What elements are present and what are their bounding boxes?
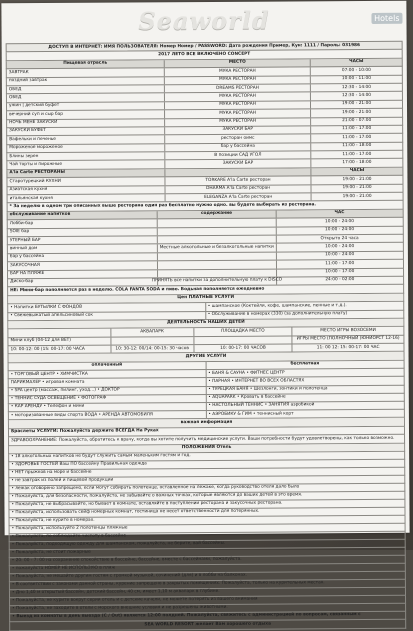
food-row-cell: МУКА РЕСТОРАН xyxy=(165,68,311,76)
drinks-row-cell: SOIE бар xyxy=(8,228,158,236)
rule-item-text: • 20: 00 - 7: 00 на сохранение спокойствие в бассейне, бассейне, вместе с бассейнами, пожалуйста. xyxy=(11,557,242,564)
alacarte-row-cell: ELEGANZA A'la Carte ресторан xyxy=(166,193,312,201)
services-row-cell: • АЭРОБИКУ & ГИМ • теннисный корт xyxy=(208,411,294,417)
kids-row-cell: ИГРЫ МЕСТО (ПОЛНОЧНЫЙ (ЮНИОРСТ 12-16) xyxy=(296,336,400,342)
services-row-cell: • ТЕННИС СУДА ОСВЕЩЕНИЕ • ФОТОГРАФ xyxy=(9,395,207,403)
bracelet-text: Браслеты УСЛУГИ: Пожалуйста держите ВСЕГДА На Руках xyxy=(10,428,159,435)
services-row-cell: • БАНЯ & САУНА • ФИТНЕС ЦЕНТР xyxy=(208,370,285,376)
rule-item-text: • 18 алкогольных напитков не будут служить самым маленьким гостям и год. xyxy=(11,453,191,460)
services-row-cell: • моторизованные виды спорта ВОДА • АРЕНДА АВТОМОБИЛЯ xyxy=(9,411,207,419)
drinks-col-2: содержание xyxy=(158,210,277,218)
food-col-2: МЕСТО xyxy=(165,59,311,67)
watermark: Hotels xyxy=(371,13,402,24)
rule-item-text: • Пожалуйста, не курите вокруг серии отель и с детские качели, не можете потерять из вашего внимания xyxy=(12,596,258,604)
rule-item-text: • пожалуйста НОМЕР НЕ ИСПОЛЬЗУЮ в пляж xyxy=(11,565,116,572)
drinks-row-cell xyxy=(158,227,277,235)
food-row-cell: поздний завтрак xyxy=(7,77,165,85)
rule-item-text: • Пожалуйста, для безопасности, пожалуйста, не забывайте о важных точках, которые являются до ваших детей в это время. xyxy=(11,492,303,500)
food-row-cell: 12:30 - 14:00 xyxy=(341,84,372,90)
drinks-row-cell: Открыто 24 часа xyxy=(320,235,359,241)
food-table xyxy=(6,67,404,170)
food-row-cell: 12:30 - 14:00 xyxy=(341,92,372,99)
food-row-cell: Чай торты и пирожные xyxy=(7,161,165,169)
paid-row-cell: • Свежевыжатый апельсиновый сок xyxy=(8,311,206,320)
food-row-cell: МУКА РЕСТОРАН xyxy=(165,109,311,117)
rule-item-text: • Пожалуйста, по соблюдайте чистоту в бассейне xyxy=(11,533,126,540)
drinks-row-cell: 24:00 - 02:00 xyxy=(325,277,355,283)
drinks-row-cell xyxy=(158,252,277,260)
drinks-row-cell: бар у бассейна xyxy=(8,253,158,261)
paid-row-cell: • Напитки БУТЫЛКИ С ФОНДОВ xyxy=(8,303,206,312)
services-row-cell: ПАРИКМАХЕР • игровая комната xyxy=(9,378,207,386)
footer-text: SEA WORLD RESORT желает Вам хорошего отдыха xyxy=(144,621,271,628)
alacarte-row-cell: DHARMA A'la Carte ресторан xyxy=(165,185,311,193)
seaworld-logo: Seaworld xyxy=(138,5,270,36)
rule-item-text: • лежак оговорено запрещено, если могут собирать полотенце, оставленное на лежаке, когда руководство отеля дало было xyxy=(11,484,300,492)
food-row-cell: ужин | детский буфет xyxy=(7,102,165,110)
alacarte-table xyxy=(6,176,403,204)
services-row-cell: • SPA центр (массаж, пилинг, уход...) • ДОКТОР xyxy=(9,387,207,395)
drinks-row-cell: 10:00 - 24:00 xyxy=(325,227,355,233)
services-col-free: бесплатная xyxy=(290,361,320,367)
services-row-cell: • ТОРГОВЫЙ ЦЕНТР • ХИМЧИСТКА xyxy=(9,370,207,378)
alacarte-note: * За неделю в одном три описанных выше ресторана один раз бесплатно нужно одно. вы будете выбирать из ресторана. xyxy=(9,202,317,210)
drinks-col-1: обслуживание напитков xyxy=(8,211,158,219)
food-row-cell: Вафельки и печенье xyxy=(7,136,165,144)
food-row-cell: DREAMS РЕСТОРАН xyxy=(165,84,311,92)
food-row-cell: НОЧЬ МЕНЕ ЗАКУСКИ xyxy=(7,119,165,127)
alacarte-row-cell: Азиатская кухня xyxy=(8,186,166,194)
food-row-cell: 11:00 - 18:00 xyxy=(342,143,372,149)
info-title: важная информация xyxy=(9,418,404,428)
food-row-cell: 19:00 - 21:00 xyxy=(342,109,372,115)
food-row-cell: 21:00 - 07:00 xyxy=(342,118,372,124)
rule-item-text: • Пожалуйста, не стоит пожарные xyxy=(11,549,91,556)
drinks-row-cell xyxy=(158,219,277,227)
kids-col-1 xyxy=(8,329,111,337)
concept-title: 2017 ЛЕТО ВСЕ ВКЛЮЧЕНО CONCEPT xyxy=(158,51,251,58)
kids-col-4: МЕСТО ИГРЫ ВОЗОСЕМИ xyxy=(320,327,376,334)
services-title: ДРУГИЕ УСЛУГИ xyxy=(9,352,404,362)
food-row-cell: МУКА РЕСТОРАН xyxy=(165,118,311,126)
drinks-row-cell: Диско-бар xyxy=(8,278,158,286)
drinks-row-cell: Лобби-бар xyxy=(8,219,158,227)
food-row-cell: 11:00 - 17:00 xyxy=(342,126,372,132)
drinks-row-cell: ПРИНЯТЬ все напитки за дополнительную плату к DISCO xyxy=(151,278,282,284)
alacarte-col-1: А'la Carte РЕСТОРАНЫ xyxy=(7,169,165,177)
rule-item-text: • Пожалуйста, не мешайте другим гостям с громкой музыкой, сочинений (для) и в лобби на балконах. xyxy=(11,573,247,580)
food-row-cell: 07:00 - 10:00 xyxy=(341,67,371,73)
footer-row xyxy=(9,620,406,631)
internet-text: ДОСТУП В ИНТЕРНЕТ: ИМЯ ПОЛЬЗОВАТЕЛЯ: Номер Номер / PASSWORD: Дата рождения Пример, Кун: 1111 / Пароль: 031986 xyxy=(48,42,361,50)
services-row-cell: • КАР АРЕНДУ • Телефон и мини xyxy=(9,403,207,411)
drinks-row-cell xyxy=(158,261,277,269)
rule-item-text: • Пожалуйста, не заходите в отели с морского внешние условия и не разрешены животными. xyxy=(12,605,228,612)
food-row-cell: МУКА РЕСТОРАН xyxy=(165,76,311,84)
paid-row-cell: • шампанское (Коктейли, кофе, шампанские, пенные и т.д.). xyxy=(207,302,347,309)
rule-item-text: • Пожалуйста, подходящую одежду для шампанском, пожалуйста, не берите, вай бассейны. xyxy=(11,541,226,548)
food-row-cell: В позиции САД УГОЛ xyxy=(165,151,311,159)
kids-row-cell: Мини клуб (04-12 для ВЕТ) xyxy=(8,337,111,345)
alacarte-col-2 xyxy=(165,168,311,176)
drinks-row-cell: БАР НА ПЛЯЖЕ xyxy=(8,270,158,278)
food-row-cell: бар у бассейна xyxy=(165,143,311,151)
drinks-row-cell xyxy=(158,236,277,244)
food-row-cell: МУКА РЕСТОРАН xyxy=(165,93,311,101)
food-row-cell: ОБЕД xyxy=(7,94,165,102)
food-col-3: ЧАСЫ xyxy=(349,59,364,65)
alacarte-col-3: ЧАСЫ xyxy=(349,168,365,174)
alacarte-row-cell: 19:00 - 21:00 xyxy=(342,176,372,182)
food-row-cell: Мороженое мороженое xyxy=(7,144,165,152)
drinks-row-cell: 10:00 - 17:00 xyxy=(325,269,355,275)
drinks-row-cell: 10:00 - 24:00 xyxy=(325,252,355,258)
food-row-cell: 19:00 - 21:00 xyxy=(342,101,372,107)
info-grid xyxy=(6,41,407,631)
services-row-cell: • ПАРНАЯ • ИНТЕРНЕТ ВО ВСЕХ ОБЛАСТЯХ xyxy=(208,378,305,384)
rule-item-text: • НЕТ прыжков на море и бассейне xyxy=(11,469,92,476)
paid-row-cell: • Обслуживание в номерах (330) (за дополнительную плату) xyxy=(207,311,348,318)
kids-row-cell: 10: 00-12: 00 (15: 00-17: 00 ЧАСА xyxy=(8,346,111,354)
kids-col-3: ПЛОЩАДКА МЕСТО xyxy=(194,328,293,336)
rules-title: ПОЛОЖЕНИЯ Отель xyxy=(9,443,404,453)
drinks-row-cell: УТЕРНЫЙ БАР xyxy=(8,236,158,244)
services-row-cell: • AQUAPARK • Кровать в бассейне xyxy=(208,394,286,401)
services-col-paid: оплаченный xyxy=(9,362,207,371)
food-row-cell: ЗАКУСКИ БУФЕТ xyxy=(7,127,165,135)
food-row-cell: 10:00 - 11:00 xyxy=(341,76,371,82)
rule-item-text: • ЗДОРОВЬЕ ГОСТЕЙ Ваш ПО бассейну Правильная одежда xyxy=(11,461,147,468)
kids-title: ДЕЯТЕЛЬНОСТЬ НАШИХ ДЕТЕЙ xyxy=(8,319,403,329)
food-col-1: Пищевая отрасль xyxy=(7,60,165,68)
health-text: ЗДРАВООХРАНЕНИЕ: Пожалуйста, обратитесь к врачу, когда вы хотите получить медицинские услуги. Ваши потребности будут удовлетворены, как только возможно. xyxy=(11,435,395,443)
rule-item-text: • В соответствии с законами данной страны, курение запрещено в закрытых помещениях. Пожалуйста, только на курительных местах. xyxy=(11,580,325,588)
alacarte-row-cell: 19:00 - 21:00 xyxy=(342,185,372,191)
alacarte-row-cell: итальянская кухня xyxy=(8,194,166,202)
alacarte-row-cell: TORKARE A'la Carte ресторан xyxy=(165,177,311,185)
services-row-cell: • НАСТОЛЬНЫЙ ТЕННИС • ЗАНЯТИЯ аэробикой xyxy=(208,402,315,409)
food-row-cell: 11:00 - 17:00 xyxy=(342,134,372,141)
rule-item-text: • не завтрак из полей и пищевой продукции xyxy=(11,477,114,484)
drinks-row-cell: Местные алкогольные и безалкогольные напитки xyxy=(158,244,277,252)
food-row-cell: ресторан оимс xyxy=(165,135,311,143)
food-row-cell: ЗАКУСКИ БАР xyxy=(165,160,311,168)
food-row-cell: вечерний суп и сыр бар xyxy=(7,110,165,118)
drinks-row-cell: винный дом xyxy=(8,245,158,253)
food-row-cell: 11:00 - 17:00 xyxy=(342,151,372,157)
rule-item-text: • Пожалуйста, использовать сейф номерных комнат, гостиница не несет ответственности для потерянных. xyxy=(11,508,260,516)
drinks-row-cell xyxy=(158,269,277,277)
kids-row-cell: 10: 30-12: 00/14: 00-15: 30 часов xyxy=(111,345,194,353)
drinks-col-3: ЧАС xyxy=(334,210,345,216)
food-row-cell: МУКА РЕСТОРАН xyxy=(165,101,311,109)
alacarte-row-cell: Старотурецкий КУХНИ xyxy=(7,177,165,185)
kids-row-cell: 10: 00-17: 00 ЧАСОВ xyxy=(194,345,293,353)
food-row-cell: ЗАКУСКИ БАР xyxy=(165,126,311,134)
rule-item-text: • Пожалуйста, не выбрасывайте, но бывает в комнате, оставляйте в поступлении ресторана и закусочных ресторана. xyxy=(11,500,283,508)
kids-row-cell xyxy=(111,337,194,345)
hotel-info-sheet xyxy=(1,1,409,628)
kids-row-cell xyxy=(194,336,293,344)
food-row-cell: 17:00 - 18:00 xyxy=(342,159,372,166)
food-row-cell: ОБЕД xyxy=(7,85,165,93)
drinks-row-cell: 11:00 - 17:00 xyxy=(325,260,355,266)
alacarte-row-cell: 19:00 - 21:00 xyxy=(342,193,372,199)
drinks-table xyxy=(7,218,404,288)
kids-col-2: АКВАПАРК xyxy=(111,328,194,336)
drinks-row-cell: ЗАКУСОЧНАЯ xyxy=(8,261,158,269)
rule-item-text: • Дно 1,40 м открытый бассейн, детский бассейн, 40 см, имеет 1,10 м аквапарк в глубине. xyxy=(11,589,220,596)
drinks-row-cell: 10:00 - 24:00 xyxy=(325,244,355,250)
drinks-note: НЕ: Мини-бар пополняется раз в неделю. COLA FANTA SODA и пиво. Бодьная пополняется ежедневно xyxy=(10,286,265,294)
food-row-cell: ЗАВТРАК xyxy=(7,68,165,76)
checkout-text: • Выезд из комнаты в день выезда (С / Out) является 12:00 полдней. Пожалуйста, свяжитесь с администрацией по вопросам, связанным с xyxy=(12,612,361,620)
rule-item-text: • Пожалуйста, используйте 2 полотенцы пляжные xyxy=(11,525,128,532)
kids-row-cell: 11: 00 12: 15: 00-17: 00 ЧАС xyxy=(316,344,380,350)
services-row-cell: • ТУРЕЦКАЯ БАНЯ • Шезлонги, зонтики и полотенца xyxy=(208,386,328,393)
food-row-cell: Блины зерен xyxy=(7,152,165,160)
paid-title: Цен ПЛАТНЫЕ УСЛУГИ xyxy=(8,294,403,304)
drinks-row-cell: 10:00 - 24:00 xyxy=(324,218,355,225)
rule-item-text: • Пожалуйста, не курите в номерах. xyxy=(11,517,95,524)
services-table xyxy=(8,369,405,421)
rules-list xyxy=(8,452,406,614)
